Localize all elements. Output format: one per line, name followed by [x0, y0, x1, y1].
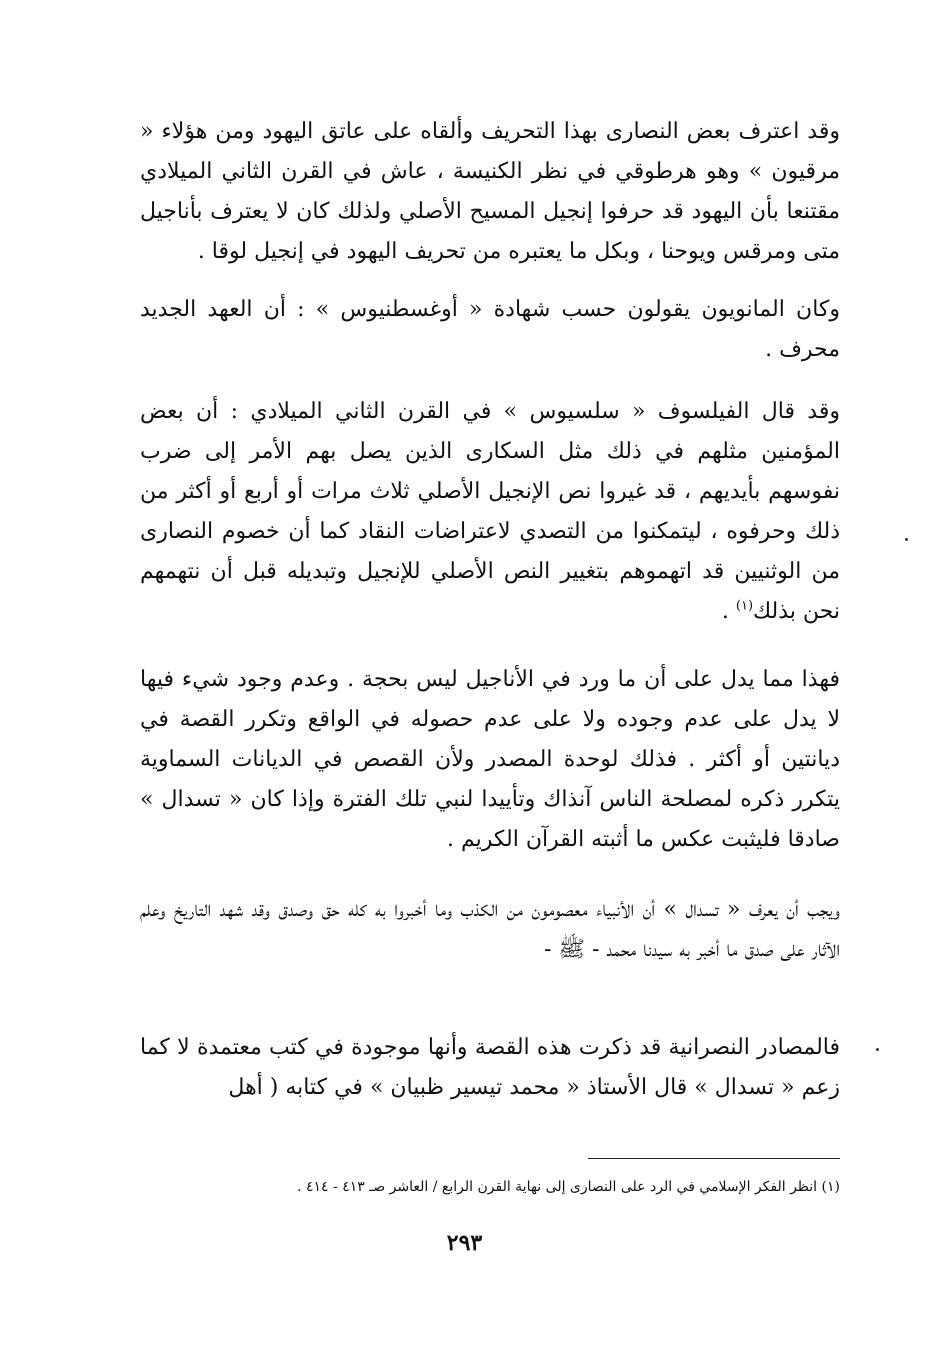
paragraph-1: وقد اعترف بعض النصارى بهذا التحريف وألقاه على عاتق اليهود ومن هؤلاء « مرقيون » وهو هرطوقي في نظر الكنيسة ، عاش في القرن الثاني الميلادي مقتنعا بأن اليهود قد حرفوا إنجيل المسيح الأصلي ولذلك كان لا يعترف بأناجيل متى ومرقس ويوحنا ، وبكل ما يعتبره من تحريف اليهود في إنجيل لوقا .: [140, 119, 840, 264]
paragraph-3-text: وقد قال الفيلسوف « سلسيوس » في القرن الثاني الميلادي : أن بعض المؤمنين مثلهم في ذلك مثل السكارى الذين يصل بهم الأمر إلى ضرب نفوسهم بأيديهم ، قد غيروا نص الإنجيل الأصلي ثلاث مرات أو أربع أو أكثر من ذلك وحرفوه ، ليتمكنوا من التصدي لاعتراضات النقاد كما أن خصوم النصارى من الوثنيين قد اتهموهم بتغيير النص الأصلي للإنجيل وتبديله قبل أن نتهمهم نحن بذلك: [140, 399, 840, 624]
paragraph-5: ويجب أن يعرف « تسدال » أن الأنبياء معصومون من الكذب وما أخبروا به كله حق وصدق وقد شهد التاريخ وعلم الآثار على صدق ما أخبر به سيدنا محمد - ﷺ -: [140, 897, 840, 962]
paragraph-4: فهذا مما يدل على أن ما ورد في الأناجيل ليس بحجة . وعدم وجود شيء فيها لا يدل على عدم وجوده ولا على عدم حصوله في الواقع وتكرر القصة في ديانتين أو أكثر . فذلك لوحدة المصدر ولأن القصص في الديانات السماوية يتكرر ذكره لمصلحة الناس آنذاك وتأييدا لنبي تلك الفترة وإذا كان « تسدال » صادقا فليثبت عكس ما أثبته القرآن الكريم .: [140, 667, 840, 852]
paragraph-3-end: .: [721, 599, 736, 624]
footnote-text: (١) انظر الفكر الإسلامي في الرد على النصارى إلى نهاية القرن الرابع / العاشر صـ ٤١٣ - ٤١٤ .: [297, 1179, 840, 1195]
paragraph-3: [140, 392, 840, 632]
paragraph-2: وكان المانويون يقولون حسب شهادة « أوغسطنيوس » : أن العهد الجديد محرف .: [140, 297, 840, 362]
footnote-divider: [588, 1158, 840, 1159]
scan-speck: [905, 538, 908, 541]
scan-speck: [876, 1048, 879, 1051]
paragraph-6: فالمصادر النصرانية قد ذكرت هذه القصة وأنها موجودة في كتب معتمدة لا كما زعم « تسدال » قال الأستاذ « محمد تيسير ظبيان » في كتابه ( أهل: [140, 1035, 840, 1100]
footnote-reference: (١): [735, 598, 754, 614]
page-number: ٢٩٣: [446, 1230, 483, 1256]
